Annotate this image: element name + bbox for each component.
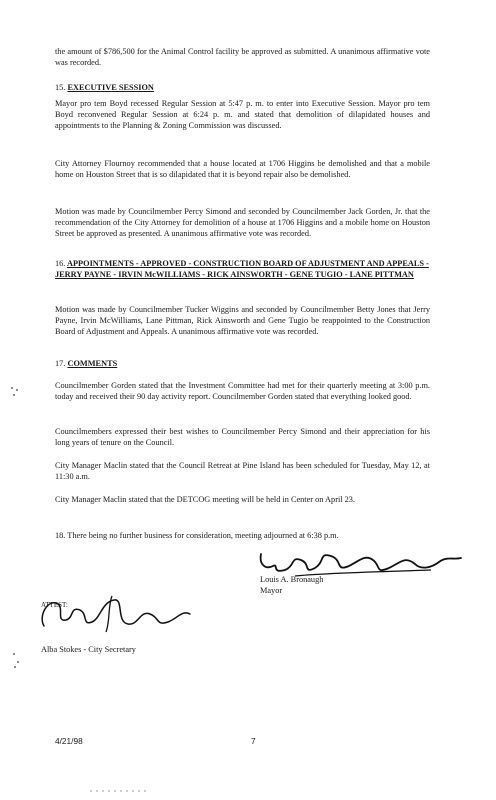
demolition-motion-paragraph: Motion was made by Councilmember Percy Simond and seconded by Councilmember Jack Gorden, Jr. that the recommendation of the City Attorney for demolition of a house at 1706 Higgins and a mobile home on Houston Street be approved as presented. A unanimous affirmative vote was recorded.	[55, 207, 430, 238]
investment-committee-paragraph: Councilmember Gorden stated that the Investment Committee had met for their quarterly meeting at 3:00 p.m. today and received their 90 day activity report. Councilmember Gorden stated that everything looked good.	[55, 381, 430, 401]
city-secretary-signature	[30, 592, 200, 636]
section-16-heading	[55, 258, 430, 280]
scan-artifact	[90, 788, 150, 794]
intro-paragraph: the amount of $786,500 for the Animal Control facility be approved as submitted. A unanimous affirmative vote was recorded.	[55, 47, 430, 67]
executive-session-paragraph: Mayor pro tem Boyd recessed Regular Session at 5:47 p. m. to enter into Executive Session. Mayor pro tem Boyd reconvened Regular Session at 6:24 p. m. and stated that demolition of dilapidated houses and appointments to the Planning & Zoning Commission was discussed.	[55, 99, 430, 130]
mayor-title: Mayor	[260, 586, 283, 595]
best-wishes-paragraph: Councilmembers expressed their best wishes to Councilmember Percy Simond and their appreciation for his long years of tenure on the Council.	[55, 427, 430, 447]
adjournment-paragraph: 18. There being no further business for consideration, meeting adjourned at 6:38 p.m.	[55, 531, 339, 540]
section-15-number: 15.	[55, 83, 66, 92]
detcog-paragraph: City Manager Maclin stated that the DETCOG meeting will be held in Center on April 23.	[55, 495, 356, 504]
section-17-heading	[55, 358, 430, 369]
scan-artifact	[10, 650, 24, 670]
section-16-number: 16.	[55, 259, 66, 268]
appointments-motion-paragraph: Motion was made by Councilmember Tucker Wiggins and seconded by Councilmember Betty Jones that Jerry Payne, Irvin McWilliams, Lane Pittman, Rick Ainsworth and Gene Tugio be reappointed to the Construction Board of Adjustment and Appeals. A unanimous affirmative vote was recorded.	[55, 305, 430, 336]
mayor-signature-block	[260, 574, 323, 596]
section-15-heading	[55, 82, 430, 93]
footer-date: 4/21/98	[55, 736, 83, 746]
attest-label: ATTEST:	[41, 601, 68, 609]
city-attorney-paragraph: City Attorney Flournoy recommended that a house located at 1706 Higgins be demolished and that a mobile home on Houston Street that is so dilapidated that it is beyond repair also be demolished.	[55, 159, 430, 179]
city-secretary-name: Alba Stokes - City Secretary	[41, 645, 136, 654]
council-retreat-paragraph: City Manager Maclin stated that the Council Retreat at Pine Island has been scheduled for Tuesday, May 12, at 11:30 a.m.	[55, 461, 430, 481]
section-17-number: 17.	[55, 359, 66, 368]
section-16-title: APPOINTMENTS - APPROVED - CONSTRUCTION BOARD OF ADJUSTMENT AND APPEALS - JERRY PAYNE - IRVIN McWILLIAMS - RICK AINSWORTH - GENE TUGIO - LANE PITTMAN	[55, 259, 429, 279]
section-17-title: COMMENTS	[67, 359, 118, 368]
footer-page-number: 7	[251, 736, 256, 746]
mayor-name: Louis A. Bronaugh	[260, 575, 324, 584]
section-15-title: EXECUTIVE SESSION	[67, 83, 154, 92]
scan-artifact	[8, 384, 22, 398]
